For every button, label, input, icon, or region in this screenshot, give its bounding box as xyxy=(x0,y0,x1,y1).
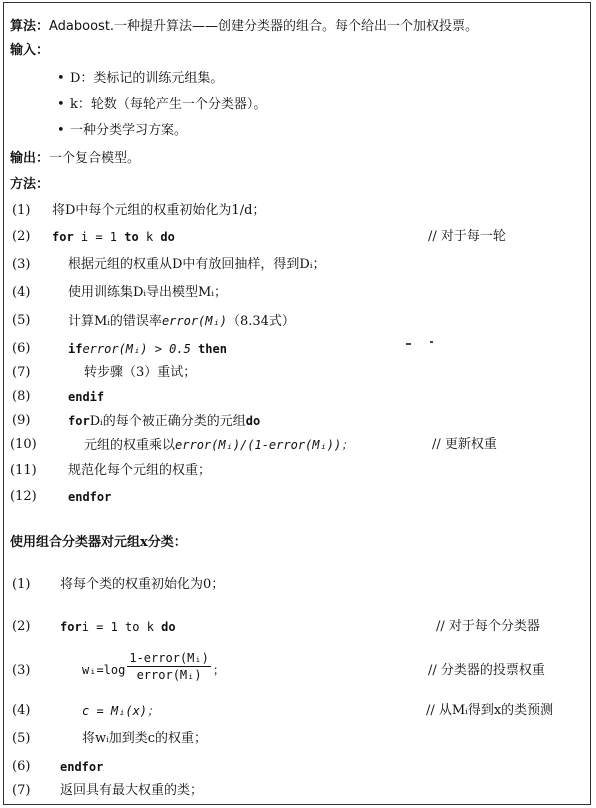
algorithm-description: Adaboost.一种提升算法——创建分类器的组合。每个给出一个加权投票。 xyxy=(49,19,479,34)
fraction: $\frac{\text{1-error(Mᵢ)}}{\text{error(Mᵢ)}}$ xyxy=(129,651,209,682)
classify-line-3: (3) wᵢ=log $\frac{\text{1-error(Mᵢ)}}{\text{error(Mᵢ)}}$ ； // 分类器的投票权重 xyxy=(12,651,545,682)
method-label: 方法： xyxy=(10,177,50,192)
bullet-icon: • xyxy=(57,123,65,138)
classify-title: 使用组合分类器对元组x分类： xyxy=(10,535,187,550)
bullet-icon: • xyxy=(57,97,65,112)
output-line: 输出：一个复合模型。 xyxy=(10,151,141,166)
input-label: 输入： xyxy=(10,43,50,58)
scan-speck xyxy=(406,343,411,345)
page: 算法：Adaboost.一种提升算法——创建分类器的组合。每个给出一个加权投票。 输入： • D：类标记的训练元组集。 • k：轮数（每轮产生一个分类器）。 • 一种分类学习方案。 输出：一个复合模型。 方法： (1) 将D中每个元组的权重初始化为1/d； (2) for i = 1 to k do // 对于每一轮 (3) 根据元组的权重从D中有放回抽样，得到Dᵢ； (4) 使用训练集Dᵢ导出模型Mᵢ； (5) 计算Mᵢ的错误率error(Mᵢ)（8.34式） (6) iferror(Mᵢ) > 0.5 then (7) 转步骤（3）重试； (8) endif (9) forDᵢ的每个被正确分类的元组do (10) 元组的权重乘以error(Mᵢ)/(1-error(Mᵢ))； // 更新权重 (11) 规范化每个元组的权重； (12) endfor 使用组合分类器对元组x分类： (1) 将每个类的权重初始化为0； (2) fori = 1 to k do // 对于每个分类器 (3) wᵢ=log $\frac{\text{1-error(Mᵢ)}}{\text{error(Mᵢ)}}$ ； // 分类器的投票权重 (4) c = Mᵢ(x)； // 从Mᵢ得到x的类预测 (5) 将wᵢ加到类c的权重； (6) endfor (7) 返回具有最大权重的类； xyxy=(0,0,596,808)
algorithm-title xyxy=(10,18,478,36)
algorithm-label: 算法： xyxy=(10,19,50,34)
bullet-icon: • xyxy=(57,71,65,86)
scan-speck xyxy=(430,341,433,343)
